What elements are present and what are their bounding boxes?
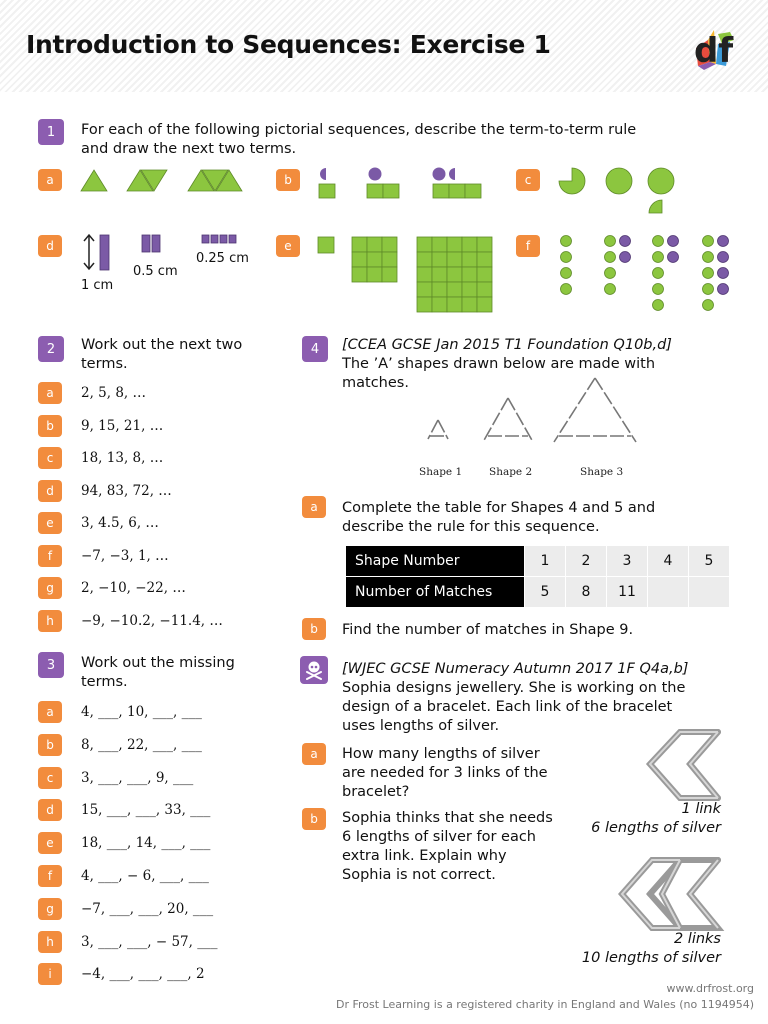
purple-dot: [620, 252, 631, 263]
q2-item-label: g: [38, 577, 62, 599]
q2-item-label: f: [38, 545, 62, 567]
grid-square: [432, 252, 447, 267]
matches-table: [345, 545, 730, 608]
grid-square: [447, 237, 462, 252]
q5b-line4: Sophia is not correct.: [342, 867, 496, 883]
green-dot: [605, 252, 616, 263]
green-dot: [605, 284, 616, 295]
q5-text-line3: uses lengths of silver.: [342, 718, 500, 734]
q2-text-line1: Work out the next two: [81, 337, 243, 353]
q3-text-line1: Work out the missing: [81, 655, 235, 671]
question-1-badge: 1: [38, 119, 64, 145]
q1-text-line2: and draw the next two terms.: [81, 141, 297, 157]
q3-item-sequence: 18, ___, 14, ___, ___: [81, 835, 211, 852]
green-dot: [703, 300, 714, 311]
grid-square: [352, 252, 367, 267]
logo-text: df: [694, 31, 734, 71]
grid-square: [477, 297, 492, 312]
page-title: Introduction to Sequences: Exercise 1: [26, 30, 551, 59]
q3-item-sequence: 3, ___, ___, 9, ___: [81, 769, 194, 786]
grid-square: [367, 252, 382, 267]
q3-item-label: d: [38, 799, 62, 821]
purple-dot: [668, 236, 679, 247]
q1c-figure: [558, 166, 688, 216]
q4a-line2: describe the rule for this sequence.: [342, 519, 600, 535]
green-dot: [653, 300, 664, 311]
q5b-line1: Sophia thinks that she needs: [342, 810, 553, 826]
q1d-label: d: [38, 235, 62, 257]
green-dot: [653, 252, 664, 263]
q3-item-label: e: [38, 832, 62, 854]
q5-text-line1: Sophia designs jewellery. She is working on the: [342, 680, 686, 696]
green-dot: [703, 284, 714, 295]
q1-text-line1: For each of the following pictorial sequences, describe the term-to-term rule: [81, 122, 637, 138]
question-2-badge: 2: [38, 336, 64, 362]
q2-item-sequence: −9, −10.2, −11.4, …: [81, 612, 223, 629]
table-cell: 2: [566, 546, 607, 577]
grid-square: [417, 297, 432, 312]
grid-square: [417, 267, 432, 282]
grid-square: [447, 297, 462, 312]
green-dot: [561, 268, 572, 279]
grid-square: [417, 282, 432, 297]
grid-square: [382, 267, 397, 282]
grid-square: [382, 237, 397, 252]
q2-item-label: d: [38, 480, 62, 502]
grid-square: [462, 237, 477, 252]
caption-2-links: 2 links: [673, 931, 721, 947]
q1b-figure: [315, 166, 495, 200]
q2-item-label: e: [38, 512, 62, 534]
q1d-label-1cm: 1 cm: [81, 278, 114, 293]
q2-item-sequence: 2, −10, −22, …: [81, 580, 186, 596]
q2-item-sequence: 94, 83, 72, …: [81, 482, 172, 499]
q3-item-label: b: [38, 734, 62, 756]
grid-square: [447, 252, 462, 267]
q5b-line2: 6 lengths of silver for each: [342, 829, 537, 845]
table-cell: 5: [689, 546, 730, 577]
green-dot: [561, 252, 572, 263]
q5b-line3: extra link. Explain why: [342, 848, 507, 864]
q2-text-line2: terms.: [81, 356, 128, 372]
purple-dot: [718, 236, 729, 247]
q3-item-sequence: 4, ___, − 6, ___, ___: [81, 868, 209, 884]
purple-dot: [620, 236, 631, 247]
table-cell: 11: [607, 577, 648, 608]
q5a-line3: bracelet?: [342, 784, 410, 800]
q5a-line1: How many lengths of silver: [342, 746, 540, 762]
table-header-shape-number: Shape Number: [346, 546, 525, 577]
q1b-label: b: [276, 169, 300, 191]
green-dot: [653, 236, 664, 247]
q5b-label: b: [302, 808, 326, 830]
q5a-line2: are needed for 3 links of the: [342, 765, 548, 781]
grid-square: [477, 282, 492, 297]
question-4-badge: 4: [302, 336, 328, 362]
green-dot: [605, 236, 616, 247]
grid-square: [432, 237, 447, 252]
q3-item-sequence: 4, ___, 10, ___, ___: [81, 704, 202, 720]
grid-square: [417, 252, 432, 267]
q4b-label: b: [302, 618, 326, 640]
green-dot: [561, 284, 572, 295]
q1f-label: f: [516, 235, 540, 257]
caption-1-link: 1 link: [681, 801, 721, 817]
q4-text-line2: matches.: [342, 375, 409, 391]
grid-square: [462, 282, 477, 297]
green-dot: [703, 252, 714, 263]
table-cell: 8: [566, 577, 607, 608]
grid-square: [352, 237, 367, 252]
q4-match-a-shapes-figure: [410, 378, 650, 482]
q2-item-sequence: −7, −3, 1, …: [81, 547, 169, 564]
q3-item-label: g: [38, 898, 62, 920]
q5-source: [WJEC GCSE Numeracy Autumn 2017 1F Q4a,b]: [342, 661, 689, 677]
q3-item-label: c: [38, 767, 62, 789]
q3-item-sequence: 15, ___, ___, 33, ___: [81, 802, 211, 819]
grid-square: [462, 267, 477, 282]
purple-dot: [718, 268, 729, 279]
purple-dot: [718, 284, 729, 295]
table-answer-cell[interactable]: [648, 577, 689, 608]
grid-square: [477, 267, 492, 282]
footer-url[interactable]: www.drfrost.org: [666, 982, 754, 995]
grid-square: [477, 252, 492, 267]
q1a-label: a: [38, 169, 62, 191]
grid-square: [432, 267, 447, 282]
grid-square: [432, 297, 447, 312]
q3-item-label: a: [38, 701, 62, 723]
caption-10-lengths: 10 lengths of silver: [581, 950, 721, 966]
q2-item-sequence: 3, 4.5, 6, …: [81, 515, 159, 531]
q3-item-label: i: [38, 963, 62, 985]
q5a-label: a: [302, 743, 326, 765]
green-dot: [605, 268, 616, 279]
grid-square: [367, 267, 382, 282]
q3-item-sequence: 3, ___, ___, − 57, ___: [81, 933, 218, 950]
green-dot: [703, 268, 714, 279]
q4a-label: a: [302, 496, 326, 518]
q2-item-label: a: [38, 382, 62, 404]
table-cell: 3: [607, 546, 648, 577]
grid-square: [432, 282, 447, 297]
grid-square: [352, 267, 367, 282]
q2-item-sequence: 18, 13, 8, …: [81, 450, 164, 466]
q1f-dots-figure: [556, 235, 736, 311]
q1c-label: c: [516, 169, 540, 191]
shape-1-label: Shape 1: [419, 466, 463, 478]
shape-3-label: Shape 3: [580, 466, 624, 478]
shape-2-label: Shape 2: [489, 466, 533, 478]
q2-item-sequence: 9, 15, 21, …: [81, 417, 164, 434]
green-dot: [653, 268, 664, 279]
grid-square: [447, 267, 462, 282]
table-header-number-of-matches: Number of Matches: [346, 577, 525, 608]
grid-square: [477, 237, 492, 252]
q2-item-label: c: [38, 447, 62, 469]
q3-item-sequence: −7, ___, ___, 20, ___: [81, 900, 214, 917]
q4a-line1: Complete the table for Shapes 4 and 5 and: [342, 500, 656, 516]
grid-square: [462, 252, 477, 267]
q2-item-sequence: 2, 5, 8, …: [81, 385, 147, 401]
q2-item-label: b: [38, 415, 62, 437]
table-row: [346, 546, 730, 577]
table-row: [346, 577, 730, 608]
q5-text-line2: design of a bracelet. Each link of the bracelet: [342, 699, 673, 715]
table-cell: 5: [525, 577, 566, 608]
green-dot: [703, 236, 714, 247]
caption-6-lengths: 6 lengths of silver: [591, 820, 721, 836]
q4-source: [CCEA GCSE Jan 2015 T1 Foundation Q10b,d]: [342, 337, 672, 353]
q2-item-label: h: [38, 610, 62, 632]
q1d-label-025cm: 0.25 cm: [196, 251, 249, 266]
q3-item-sequence: 8, ___, 22, ___, ___: [81, 736, 202, 753]
q3-item-label: h: [38, 931, 62, 953]
q1e-label: e: [276, 235, 300, 257]
grid-square: [367, 237, 382, 252]
question-3-badge: 3: [38, 652, 64, 678]
q3-item-sequence: −4, ___, ___, ___, 2: [81, 966, 205, 983]
df-logo: [690, 26, 738, 70]
table-answer-cell[interactable]: [689, 577, 730, 608]
skull-icon: [300, 656, 328, 684]
q3-text-line2: terms.: [81, 674, 128, 690]
table-cell: 4: [648, 546, 689, 577]
table-cell: 1: [525, 546, 566, 577]
grid-square: [382, 252, 397, 267]
purple-dot: [718, 252, 729, 263]
footer-charity: Dr Frost Learning is a registered charity in England and Wales (no 1194954): [335, 998, 754, 1011]
q1d-label-05cm: 0.5 cm: [133, 264, 178, 279]
grid-square: [462, 297, 477, 312]
grid-square: [447, 282, 462, 297]
green-dot: [653, 284, 664, 295]
grid-square: [417, 237, 432, 252]
q4b-text: Find the number of matches in Shape 9.: [342, 622, 634, 638]
q3-item-label: f: [38, 865, 62, 887]
purple-dot: [668, 252, 679, 263]
q4-text-line1: The ’A’ shapes drawn below are made with: [342, 356, 656, 372]
q1e-squares-figure: [316, 236, 498, 282]
green-dot: [561, 236, 572, 247]
q1a-triangles-figure: [80, 168, 260, 194]
